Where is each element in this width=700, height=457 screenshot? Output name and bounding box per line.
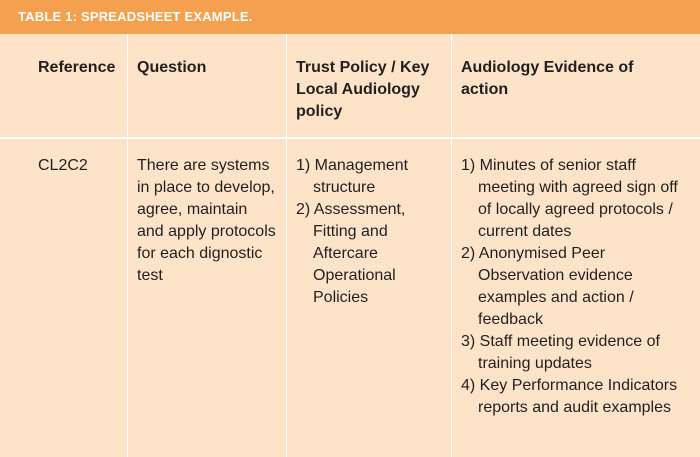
list-item: 1) Minutes of senior staff meeting with agreed sign off of locally agreed protocols / current dates <box>461 157 678 240</box>
table-title: TABLE 1: SPREADSHEET EXAMPLE. <box>0 0 700 34</box>
header-question: Question <box>137 59 207 76</box>
column-divider <box>451 34 452 457</box>
list-item: 2) Assessment, Fitting and Aftercare Operational Policies <box>296 201 406 306</box>
cell-reference: CL2C2 <box>38 157 88 174</box>
column-divider <box>127 34 128 457</box>
header-evidence: Audiology Evidence of action <box>461 59 634 98</box>
policy-list <box>296 155 434 309</box>
row-divider <box>0 137 700 139</box>
list-item: 3) Staff meeting evidence of training updates <box>461 333 660 372</box>
cell-question: There are systems in place to develop, agree, maintain and apply protocols for each dignostic test <box>137 157 276 284</box>
list-item: 4) Key Performance Indicators reports and audit examples <box>461 377 678 416</box>
column-divider <box>286 34 287 457</box>
list-item: 1) Management structure <box>296 157 409 196</box>
evidence-list <box>461 155 687 419</box>
header-reference: Reference <box>38 59 116 76</box>
list-item: 2) Anonymised Peer Observation evidence examples and action / feedback <box>461 245 634 328</box>
header-policy: Trust Policy / Key Local Audiology policy <box>296 59 430 120</box>
